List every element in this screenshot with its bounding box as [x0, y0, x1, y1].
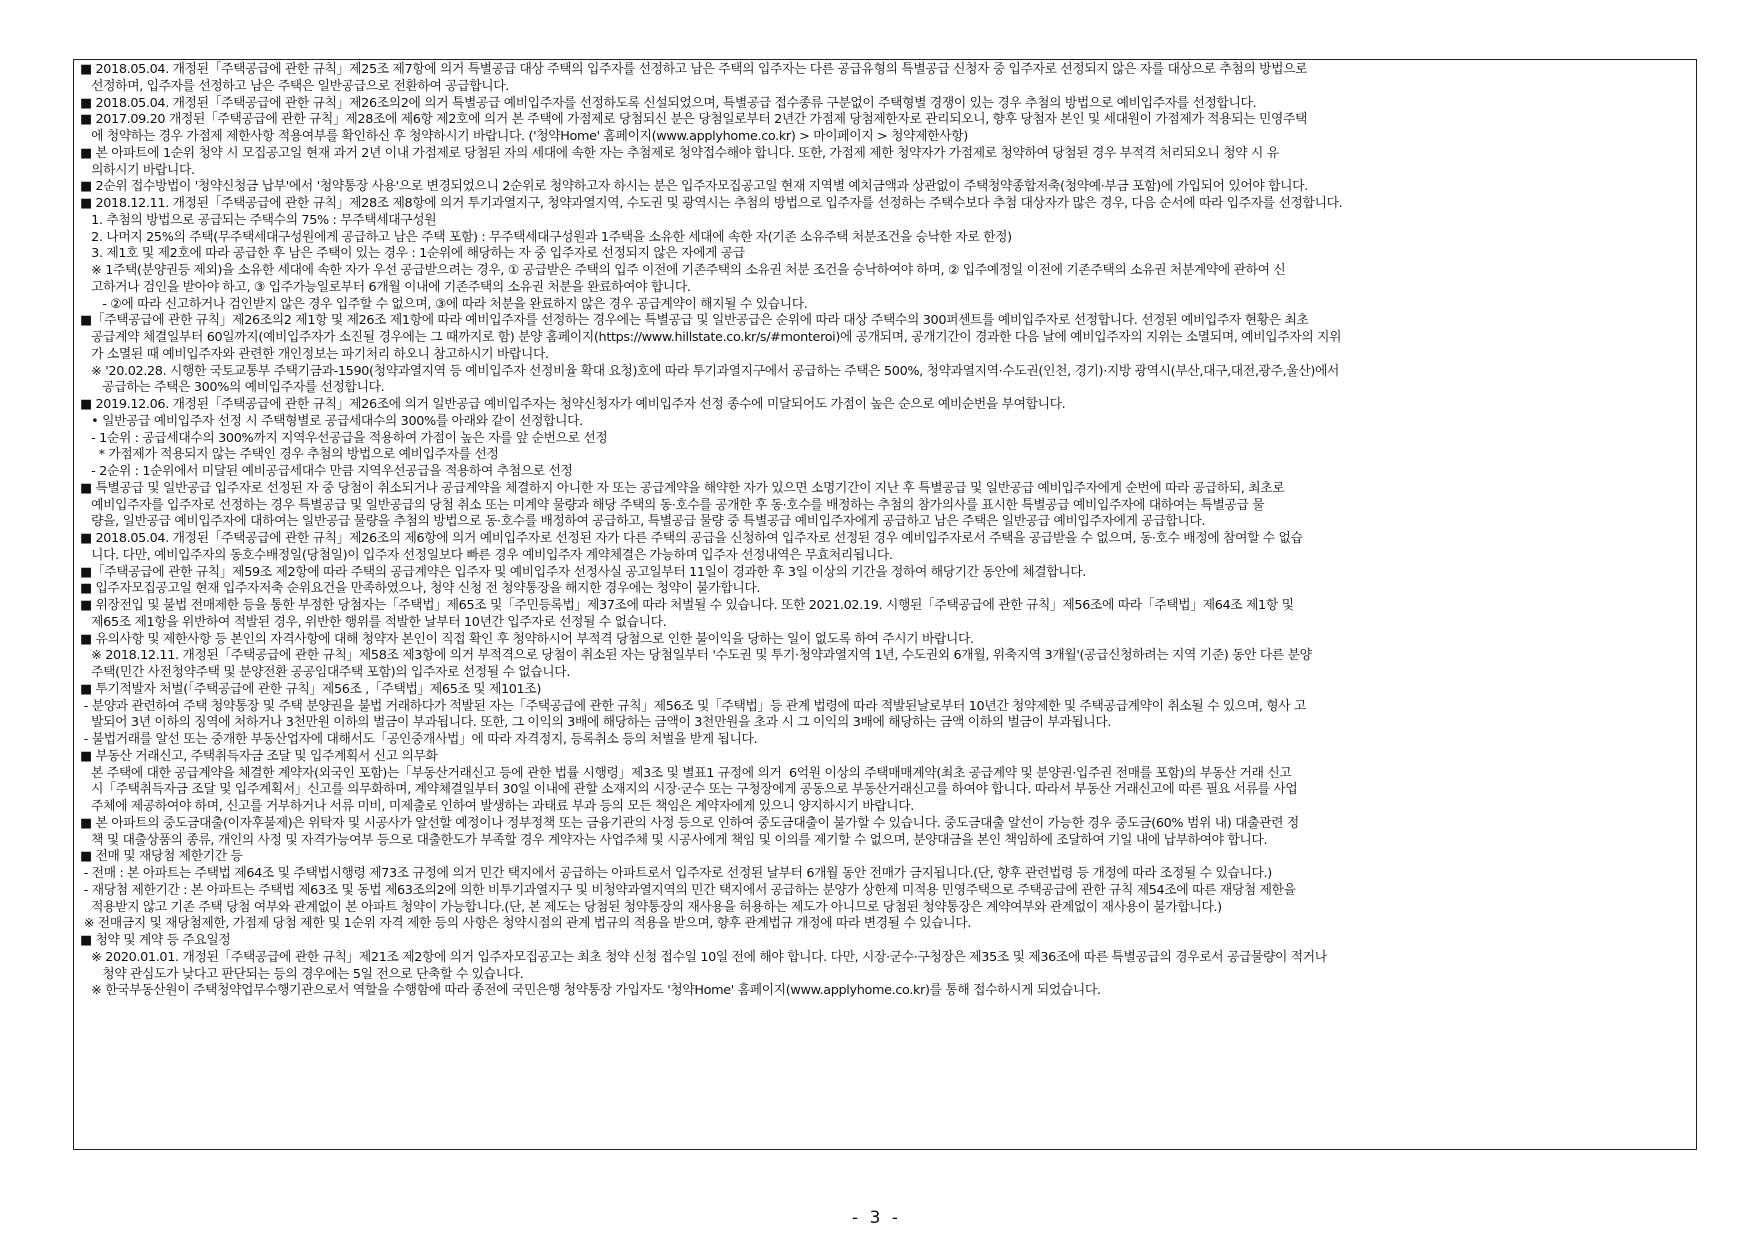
notice-line: - 불법거래를 알선 또는 중개한 부동산업자에 대해서도「공인중개사법」에 따라 자격정지, 등록취소 등의 처벌을 받게 됩니다.	[80, 732, 758, 747]
notice-line: ※ 한국부동산원이 주택청약업무수행기관으로서 역할을 수행함에 따라 종전에 국민은행 청약통장 가입자도 '청약Home' 홈페이지(www.applyhome.co.kr)를 통해 접수하시게 되었습니다.	[80, 983, 1101, 999]
notice-line: ■ 특별공급 및 일반공급 입주자로 선정된 자 중 당첨이 취소되거나 공급계약을 체결하지 아니한 자 또는 공급계약을 해약한 자가 있으면 소명기간이 지난 후 특별공급 및 일반공급 예비입주자에게 순번에 따라 공급하되, 최초로	[80, 480, 1285, 496]
notice-line: ■ 위장전입 및 불법 전매제한 등을 통한 부정한 당첨자는「주택법」제65조 및「주민등록법」제37조에 따라 처벌될 수 있습니다. 또한 2021.02.19. 시행된「주택공급에 관한 규칙」제56조에 따라「주택법」제64조 제1항 및	[80, 598, 1294, 613]
notice-line: 예비입주자를 입주자로 선정하는 경우 특별공급 및 일반공급의 당첨 취소 또는 미계약 물량과 해당 주택의 동·호수를 공개한 후 동·호수를 배정하는 추첨의 참가의사를 표시한 특별공급 예비입주자에 대하여는 특별공급 물	[80, 497, 1265, 513]
notice-line: 적용받지 않고 기존 주택 당첨 여부와 관계없이 본 아파트 청약이 가능합니다.(단, 본 제도는 당첨된 청약통장의 재사용을 허용하는 제도가 아니므로 당첨된 청약통장은 계약여부와 관계없이 재사용이 불가합니다.)	[80, 899, 1222, 915]
notice-line: * 가점제가 적용되지 않는 주택인 경우 추첨의 방법으로 예비입주자를 선정	[80, 447, 499, 463]
notice-line: ■ 청약 및 계약 등 주요일정	[80, 933, 231, 948]
notice-line: 에 청약하는 경우 가점제 제한사항 적용여부를 확인하신 후 청약하시기 바랍니다. ('청약Home' 홈페이지(www.applyhome.co.kr) > 마이페이지 > 청약제한사항)	[80, 129, 968, 144]
notice-line: ■ 2018.05.04. 개정된「주택공급에 관한 규칙」제26조의 제6항에 의거 예비입주자로 선정된 자가 다른 주택의 공급을 신청하여 입주자로 선정된 경우 예비입주자로서 주택을 공급받을 수 없으며, 동·호수 배정에 참여할 수 없습	[80, 531, 1303, 546]
notice-line: ■ 입주자모집공고일 현재 입주자저축 순위요건을 만족하였으나, 청약 신청 전 청약통장을 해지한 경우에는 청약이 불가합니다.	[80, 581, 761, 597]
notice-line: 선정하며, 입주자를 선정하고 남은 주택은 일반공급으로 전환하여 공급합니다.	[80, 78, 509, 94]
notice-line: ■ 2순위 접수방법이 '청약신청금 납부'에서 '청약통장 사용'으로 변경되었으니 2순위로 청약하고자 하시는 분은 입주자모집공고일 현재 지역별 예치금액과 상관없이 주택청약종합저축(청약예·부금 포함)에 가입되어 있어야 합니다.	[80, 179, 1308, 195]
notice-line: ■ 2018.05.04. 개정된「주택공급에 관한 규칙」제26조의2에 의거 특별공급 예비입주자를 선정하도록 신설되었으며, 특별공급 접수종류 구분없이 주택형별 경쟁이 있는 경우 추첨의 방법으로 예비입주자를 선정합니다.	[80, 95, 1257, 111]
page-number: - 3 -	[852, 1208, 901, 1228]
notice-line: 주택(민간 사전청약주택 및 분양전환 공공임대주택 포함)의 입주자로 선정될 수 없습니다.	[80, 665, 571, 680]
notice-line: 제65조 제1항을 위반하여 적발된 경우, 위반한 행위를 적발한 날부터 10년간 입주자로 선정될 수 없습니다.	[80, 614, 667, 630]
notice-line: ■ 투기적발자 처벌(「주택공급에 관한 규칙」제56조 ,「주택법」제65조 및 제101조)	[80, 681, 542, 697]
notice-line: 공급하는 주택은 300%의 예비입주자를 선정합니다.	[80, 380, 385, 396]
notice-line: ■ 2018.05.04. 개정된「주택공급에 관한 규칙」제25조 제7항에 의거 특별공급 대상 주택의 입주자를 선정하고 남은 주택의 입주자는 다른 공급유형의 특별공급 신청자 중 입주자로 선정되지 않은 자를 대상으로 추첨의 방법으로	[80, 62, 1308, 77]
notice-line: 1. 추첨의 방법으로 공급되는 주택수의 75% : 무주택세대구성원	[80, 212, 437, 228]
notice-line: ■ 본 아파트에 1순위 청약 시 모집공고일 현재 과거 2년 이내 가점제로 당첨된 자의 세대에 속한 자는 추첨제로 청약접수해야 합니다. 또한, 가점제 제한 청약자가 가점제로 청약하여 당첨된 경우 부적격 처리되오니 청약 시 유	[80, 145, 1279, 161]
notice-line: 시「주택취득자금 조달 및 입주계획서」신고를 의무화하며, 계약체결일부터 30일 이내에 관할 소재지의 시장·군수 또는 구청장에게 공동으로 부동산거래신고를 하여야 합니다. 따라서 부동산 거래신고에 따른 필요 서류를 사업	[80, 782, 1298, 798]
notice-line: ※ 2018.12.11. 개정된「주택공급에 관한 규칙」제58조 제3항에 의거 부적격으로 당첨이 취소된 자는 당첨일부터 '수도권 및 투기·청약과열지역 1년, 수도권외 6개월, 위축지역 3개월'(공급신청하려는 지역 기준) 동안 다른 분양	[80, 648, 1312, 664]
notice-line: 본 주택에 대한 공급계약을 체결한 계약자(외국인 포함)는「부동산거래신고 등에 관한 법률 시행령」제3조 및 별표1 규정에 의거 6억원 이상의 주택매매계약(최초 공급계약 및 분양권·입주권 전매를 포함)의 부동산 거래 신고	[80, 765, 1292, 781]
notice-line: ■ 본 아파트의 중도금대출(이자후불제)은 위탁자 및 시공사가 알선할 예정이나 정부정책 또는 금융기관의 사정 등으로 인하여 중도금대출이 불가할 수 있습니다. 중도금대출 알선이 가능한 경우 중도금(60% 범위 내) 대출관련 정	[80, 815, 1299, 831]
notice-line: ■「주택공급에 관한 규칙」제26조의2 제1항 및 제26조 제1항에 따라 예비입주자를 선정하는 경우에는 특별공급 및 일반공급은 순위에 따라 대상 주택수의 300퍼센트를 예비입주자로 선정합니다. 선정된 예비입주자 현황은 최초	[80, 313, 1309, 329]
notice-line: ■ 2018.12.11. 개정된「주택공급에 관한 규칙」제28조 제8항에 의거 투기과열지구, 청약과열지역, 수도권 및 광역시는 추첨의 방법으로 입주자를 선정하는 주택수보다 추첨 대상자가 많은 경우, 다음 순서에 따라 입주자를 선정합니다.	[80, 196, 1343, 211]
notice-line: ■ 부동산 거래신고, 주택취득자금 조달 및 입주계획서 신고 의무화	[80, 748, 438, 764]
notice-box	[73, 59, 1697, 1150]
notice-line: ※ 전매금지 및 재당첨제한, 가점제 당첨 제한 및 1순위 자격 제한 등의 사항은 청약시점의 관계 법규의 적용을 받으며, 향후 관계법규 개정에 따라 변경될 수 있습니다.	[80, 916, 972, 932]
notice-line: 의하시기 바랍니다.	[80, 162, 195, 178]
notice-line: ■「주택공급에 관한 규칙」제59조 제2항에 따라 주택의 공급계약은 입주자 및 예비입주자 선정사실 공고일부터 11일이 경과한 후 3일 이상의 기간을 정하여 해당기간 동안에 체결합니다.	[80, 564, 1087, 580]
notice-line: - ②에 따라 신고하거나 검인받지 않은 경우 입주할 수 없으며, ③에 따라 처분을 완료하지 않은 경우 공급계약이 해지될 수 있습니다.	[80, 296, 808, 312]
notice-line: ■ 2019.12.06. 개정된「주택공급에 관한 규칙」제26조에 의거 일반공급 예비입주자는 청약신청자가 예비입주자 선정 종수에 미달되어도 가점이 높은 순으로 예비순번을 부여합니다.	[80, 397, 1066, 412]
notice-line: ■ 전매 및 재당첨 제한기간 등	[80, 849, 243, 865]
notice-line: - 전매 : 본 아파트는 주택법 제64조 및 주택법시행령 제73조 규정에 의거 민간 택지에서 공급하는 아파트로서 입주자로 선정된 날부터 6개월 동안 전매가 금지됩니다.(단, 향후 관련법령 등 개정에 따라 조정될 수 있습니다.)	[80, 866, 1272, 881]
notice-line: ※ '20.02.28. 시행한 국토교통부 주택기금과-1590(청약과열지역 등 예비입주자 선정비율 확대 요청)호에 따라 투기과열지구에서 공급하는 주택은 500%, 청약과열지역·수도권(인천, 경기)·지방 광역시(부산,대구,대전,광주,울산)에서	[80, 363, 1339, 379]
notice-line: 량을, 일반공급 예비입주자에 대하여는 일반공급 물량을 추첨의 방법으로 동·호수를 배정하여 공급하고, 특별공급 물량 중 특별공급 예비입주자에게 공급하고 남은 주택은 일반공급 예비입주자에게 공급합니다.	[80, 514, 1206, 530]
notice-line: 책 및 대출상품의 종류, 개인의 사정 및 자격가능여부 등으로 대출한도가 부족할 경우 계약자는 사업주체 및 시공사에게 책임 및 이의를 제기할 수 없으며, 분양대금을 본인 책임하에 조달하여 기일 내에 납부하여야 합니다.	[80, 832, 1268, 848]
notice-line: - 2순위 : 1순위에서 미달된 예비공급세대수 만큼 지역우선공급을 적용하여 추첨으로 선정	[80, 464, 573, 479]
notice-line: 주체에 제공하여야 하며, 신고를 거부하거나 서류 미비, 미제출로 인하여 발생하는 과태료 부과 등의 모든 책임은 계약자에게 있으니 양지하시기 바랍니다.	[80, 799, 914, 814]
notice-line: 2. 나머지 25%의 주택(무주택세대구성원에게 공급하고 남은 주택 포함) : 무주택세대구성원과 1주택을 소유한 세대에 속한 자(기존 소유주택 처분조건을 승낙한 자로 한정)	[80, 229, 1012, 245]
notice-line: 발되어 3년 이하의 징역에 처하거나 3천만원 이하의 벌금이 부과됩니다. 또한, 그 이익의 3배에 해당하는 금액이 3천만원을 초과 시 그 이익의 3배에 해당하는 금액 이하의 벌금이 부과됩니다.	[80, 715, 1112, 731]
notice-line: ■ 2017.09.20 개정된「주택공급에 관한 규칙」제28조에 제6항 제2호에 의거 본 주택에 가점제로 당첨되신 분은 당첨일로부터 2년간 가점제 당첨제한자로 관리되오니, 향후 당첨자 본인 및 세대원이 가점제가 적용되는 민영주택	[80, 112, 1307, 128]
notice-line: • 일반공급 예비입주자 선정 시 주택형별로 공급세대수의 300%를 아래와 같이 선정합니다.	[80, 413, 583, 429]
notice-line: - 분양과 관련하여 주택 청약통장 및 주택 분양권을 불법 거래하다가 적발된 자는「주택공급에 관한 규칙」제56조 및「주택법」등 관계 법령에 따라 적발된날로부터 10년간 청약제한 및 주택공급계약이 취소될 수 있으며, 형사 고	[80, 698, 1307, 714]
notice-line: ■ 유의사항 및 제한사항 등 본인의 자격사항에 대해 청약자 본인이 직접 확인 후 청약하시어 부적격 당첨으로 인한 불이익을 당하는 일이 없도록 하여 주시기 바랍니다.	[80, 631, 974, 647]
notice-line: 니다. 다만, 예비입주자의 동호수배정일(당첨일)이 입주자 선정일보다 빠른 경우 예비입주자 계약체결은 가능하며 입주자 선정내역은 무효처리됩니다.	[80, 547, 893, 563]
notice-line: 고하거나 검인을 받아야 하고, ③ 입주가능일로부터 6개월 이내에 기존주택의 소유권 처분을 완료하여야 합니다.	[80, 279, 691, 295]
notice-line: ※ 2020.01.01. 개정된「주택공급에 관한 규칙」제21조 제2항에 의거 입주자모집공고는 최초 청약 신청 접수일 10일 전에 해야 합니다. 다만, 시장·군수·구청장은 제35조 및 제36조에 따른 특별공급의 경우로서 공급물량이 적거나	[80, 949, 1327, 965]
notice-line: 공급계약 체결일부터 60일까지(예비입주자가 소진될 경우에는 그 때까지로 함) 분양 홈페이지(https://www.hillstate.co.kr/s/#monteroi)에 공개되며, 공개기간이 경과한 다음 날에 예비입주자의 지위는 소멸되며, 예비입주자의 지위	[80, 330, 1342, 345]
notice-line: 청약 관심도가 낮다고 판단되는 등의 경우에는 5일 전으로 단축할 수 있습니다.	[80, 966, 524, 982]
notice-line: - 1순위 : 공급세대수의 300%까지 지역우선공급을 적용하여 가점이 높은 자를 앞 순번으로 선정	[80, 430, 608, 446]
notice-line: ※ 1주택(분양권등 제외)을 소유한 세대에 속한 자가 우선 공급받으려는 경우, ① 공급받은 주택의 입주 이전에 기존주택의 소유권 처분 조건을 승낙하여야 하며, ② 입주예정일 이전에 기존주택의 소유권 처분계약에 관하여 신	[80, 263, 1286, 278]
notice-line: 가 소멸된 때 예비입주자와 관련한 개인정보는 파기처리 하오니 참고하시기 바랍니다.	[80, 346, 549, 362]
notice-line: - 재당첨 제한기간 : 본 아파트는 주택법 제63조 및 동법 제63조의2에 의한 비투기과열지구 및 비청약과열지역의 민간 택지에서 공급하는 분양가 상한제 미적용 민영주택으로 주택공급에 관한 규칙 제54조에 따른 재당첨 제한을	[80, 882, 1296, 898]
notice-line: 3. 제1호 및 제2호에 따라 공급한 후 남은 주택이 있는 경우 : 1순위에 해당하는 자 중 입주자로 선정되지 않은 자에게 공급	[80, 246, 745, 262]
